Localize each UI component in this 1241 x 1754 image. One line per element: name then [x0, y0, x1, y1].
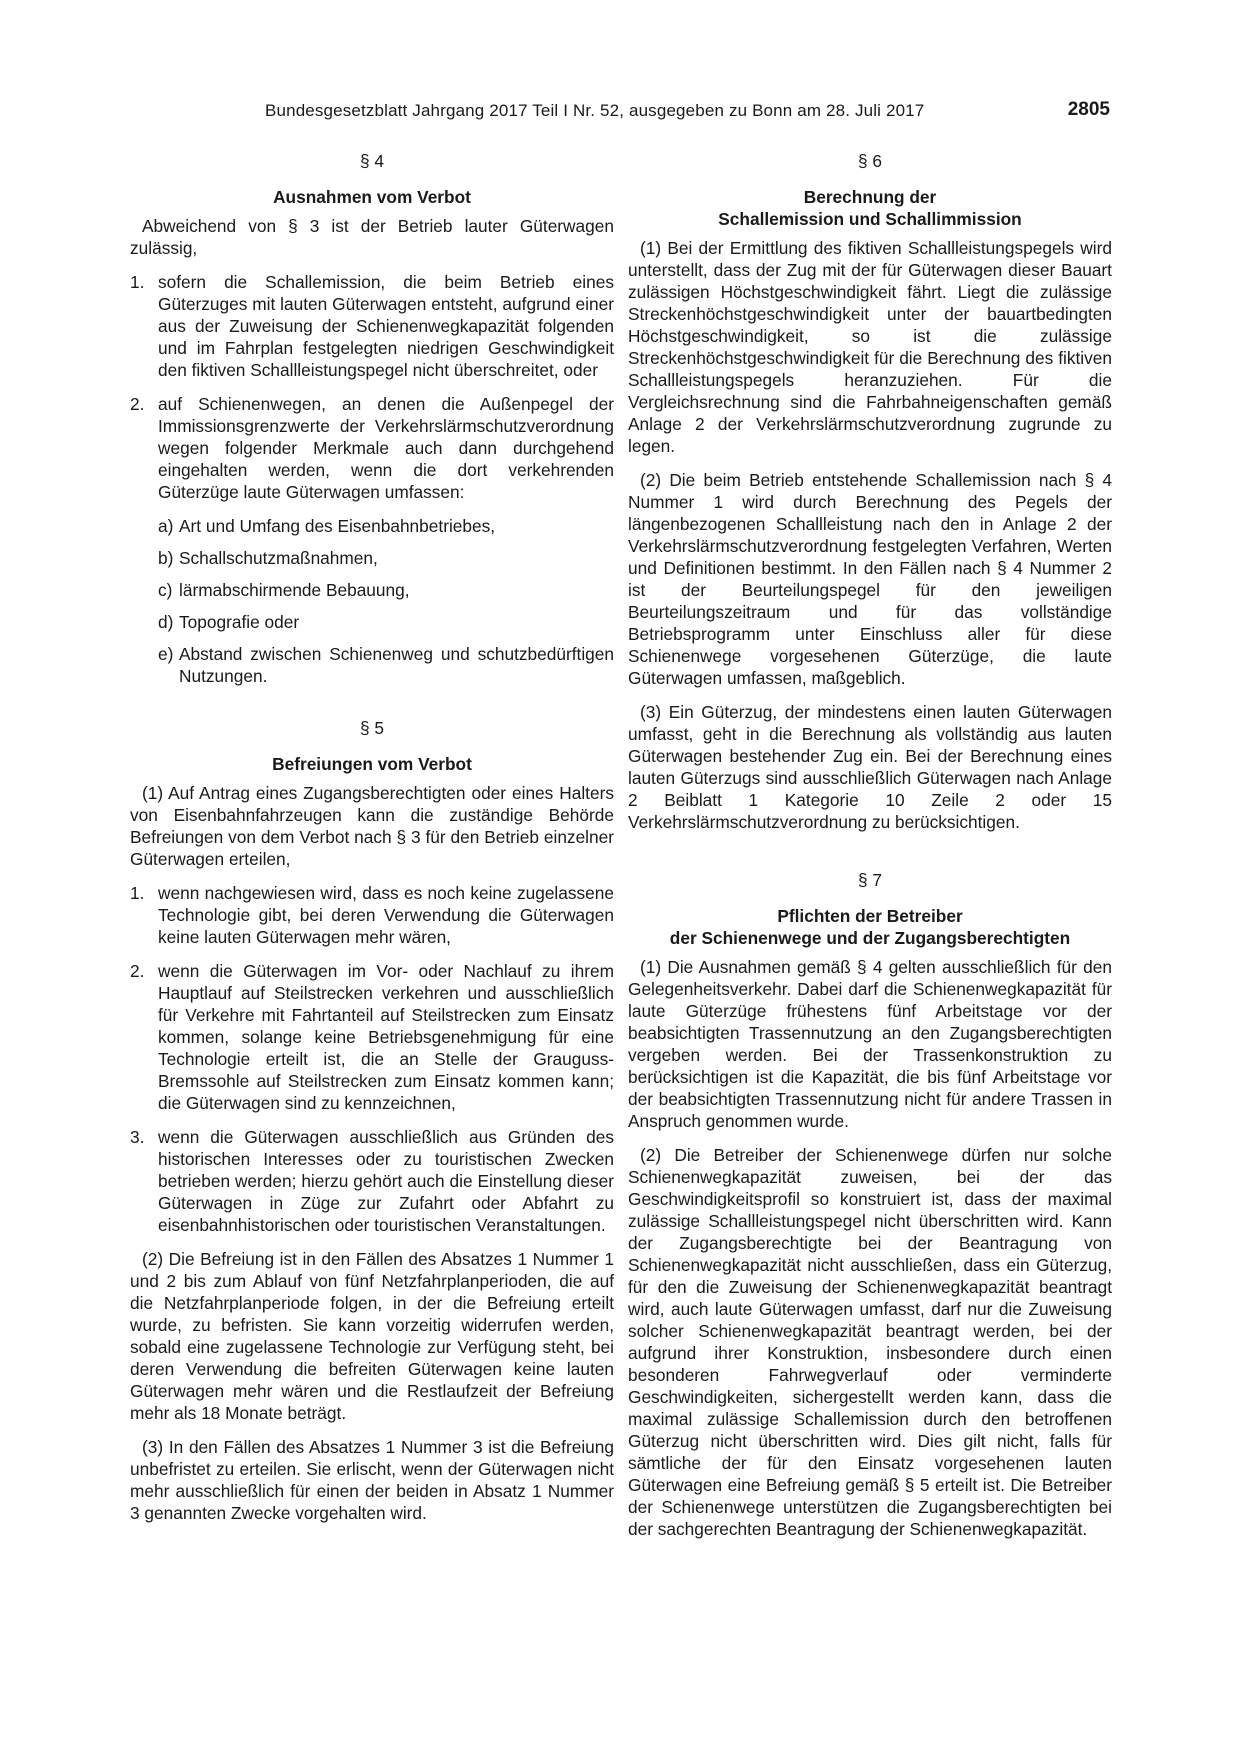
section-5-title: Befreiungen vom Verbot [272, 754, 472, 774]
section-7-title-line-2: der Schienenwege und der Zugangsberechtigten [669, 928, 1071, 948]
item-text: auf Schienenwegen, an denen die Außenpegel der Immissionsgrenzwerte der Verkehrslärmschutzverordnung wegen folgender Merkmale auch dann durchgehend eingehalten werden, wenn die dort verkehrenden Güterzüge laute Güterwagen umfassen: [158, 394, 614, 502]
section-6-title [628, 186, 1112, 230]
item-mark: 3. [130, 1127, 145, 1147]
section-5-paragraph-1: (1) Auf Antrag eines Zugangsberechtigten oder eines Halters von Eisenbahnfahrzeugen kann die zuständige Behörde Befreiungen von dem Verbot nach § 3 für den Betrieb einzelner Güterwagen erteilen, [130, 783, 614, 869]
section-6-paragraph-3: (3) Ein Güterzug, der mindestens einen lauten Güterwagen umfasst, geht in die Berechnung als vollständig aus lauten Güterwagen bestehender Zug ein. Bei der Berechnung eines lauten Güterzugs sind ausschließlich Güterwagen nach Anlage 2 Beiblatt 1 Kategorie 10 Zeile 2 oder 15 Verkehrslärmschutzverordnung zu berücksichtigen. [628, 702, 1112, 832]
item-mark: 2. [130, 961, 145, 981]
section-4-subitem-b [158, 547, 614, 569]
section-6-title-line-2: Schallemission und Schallimmission [718, 209, 1022, 229]
spacer [130, 697, 614, 717]
subitem-text: lärmabschirmende Bebauung, [179, 580, 410, 600]
subitem-mark: d) [158, 612, 174, 632]
spacer [628, 845, 1112, 869]
section-7-title-line-1: Pflichten der Betreiber [777, 906, 963, 926]
page-number: 2805 [1067, 99, 1110, 120]
section-6-title-line-1: Berechnung der [803, 187, 937, 207]
item-text: wenn die Güterwagen im Vor- oder Nachlauf zu ihrem Hauptlauf auf Steilstrecken verkehren und ausschließlich für Verkehre mit Fahrtanteil auf Steilstrecken zum Einsatz kommen, solange keine Betriebsgenehmigung für eine Technologie erteilt ist, die an Stelle der Grauguss-Bremssohle auf Steilstrecken zum Einsatz kommen kann; die Güterwagen sind zu kennzeichnen, [158, 961, 614, 1113]
section-4-subitem-e [158, 643, 614, 687]
section-4-intro: Abweichend von § 3 ist der Betrieb lauter Güterwagen zulässig, [130, 216, 614, 258]
section-5-item-2 [130, 960, 614, 1114]
item-mark: 2. [130, 394, 145, 414]
section-7-paragraph-1: (1) Die Ausnahmen gemäß § 4 gelten ausschließlich für den Gelegenheitsverkehr. Dabei darf die Schienenwegkapazität für laute Güterzüge frühestens fünf Arbeitstage vor der beabsichtigten Trassennutzung an den Zugangsberechtigten vergeben werden. Bei der Trassenkonstruktion zu berücksichtigen ist die Kapazität, die bis fünf Arbeitstage vor der beabsichtigten Trassennutzung nicht für andere Trassen in Anspruch genommen wurde. [628, 957, 1112, 1131]
subitem-text: Topografie oder [179, 612, 300, 632]
section-4-number: § 4 [359, 151, 385, 171]
section-7-title [628, 905, 1112, 949]
section-4-subitem-d [158, 611, 614, 633]
section-4-item-2 [130, 393, 614, 503]
item-mark: 1. [130, 272, 145, 292]
section-5-paragraph-3: (3) In den Fällen des Absatzes 1 Nummer 3 ist die Befreiung unbefristet zu erteilen. Sie erlischt, wenn der Güterwagen nicht mehr ausschließlich für einen der beiden in Absatz 1 Nummer 3 genannten Zwecke vorgehalten wird. [130, 1437, 614, 1523]
section-5-item-3 [130, 1126, 614, 1236]
subitem-mark: e) [158, 644, 174, 664]
section-6-paragraph-1: (1) Bei der Ermittlung des fiktiven Schallleistungspegels wird unterstellt, dass der Zug mit der für Güterwagen dieser Bauart zulässigen Höchstgeschwindigkeit fährt. Liegt die zulässige Streckenhöchstgeschwindigkeit unter der bauartbedingten Höchstgeschwindigkeit, so ist die zulässige Streckenhöchstgeschwindigkeit für die Berechnung des fiktiven Schallleistungspegels heranzuziehen. Für die Vergleichsrechnung sind die Fahrbahneigenschaften gemäß Anlage 2 der Verkehrslärmschutzverordnung zugrunde zu legen. [628, 238, 1112, 456]
subitem-text: Abstand zwischen Schienenweg und schutzbedürftigen Nutzungen. [179, 644, 614, 686]
subitem-mark: c) [158, 580, 173, 600]
item-text: wenn nachgewiesen wird, dass es noch keine zugelassene Technologie gibt, bei deren Verwendung die Güterwagen keine lauten Güterwagen mehr wären, [158, 883, 614, 947]
right-column [628, 150, 1112, 1552]
subitem-text: Schallschutzmaßnahmen, [179, 548, 378, 568]
section-4-item-1 [130, 271, 614, 381]
running-header [265, 101, 1110, 125]
section-7-number: § 7 [857, 870, 883, 890]
item-text: sofern die Schallemission, die beim Betrieb eines Güterzuges mit lauten Güterwagen entsteht, aufgrund einer aus der Zuweisung der Schienenwegkapazität folgenden und im Fahrplan festgelegten niedrigen Geschwindigkeit den fiktiven Schallleistungspegel nicht überschreitet, oder [158, 272, 614, 380]
subitem-mark: b) [158, 548, 174, 568]
header-text: Bundesgesetzblatt Jahrgang 2017 Teil I Nr. 52, ausgegeben zu Bonn am 28. Juli 2017 [265, 101, 925, 120]
section-4-subitem-a [158, 515, 614, 537]
section-5-item-1 [130, 882, 614, 948]
section-5-paragraph-2: (2) Die Befreiung ist in den Fällen des Absatzes 1 Nummer 1 und 2 bis zum Ablauf von fünf Netzfahrplanperioden, die auf die Netzfahrplanperiode folgen, in der die Befreiung erteilt wurde, zu befristen. Sie kann vorzeitig widerrufen werden, sobald eine zugelassene Technologie zur Verfügung steht, bei deren Verwendung die befreiten Güterwagen keine lauten Güterwagen mehr wären und die Restlaufzeit der Befreiung mehr als 18 Monate beträgt. [130, 1249, 614, 1423]
subitem-text: Art und Umfang des Eisenbahnbetriebes, [179, 516, 496, 536]
section-5-number: § 5 [359, 718, 385, 738]
subitem-mark: a) [158, 516, 174, 536]
left-column [130, 150, 614, 1536]
section-7-paragraph-2: (2) Die Betreiber der Schienenwege dürfen nur solche Schienenwegkapazität zuweisen, bei der das Geschwindigkeitsprofil so konstruiert ist, dass der maximal zulässige Schallleistungspegel nicht überschritten wird. Kann der Zugangsberechtigte bei der Beantragung von Schienenwegkapazität nicht ausschließen, dass ein Güterzug, für den die Zuweisung der Schienenwegkapazität beantragt wird, auch laute Güterwagen umfasst, darf nur die Zuweisung solcher Schienenwegkapazität beantragt werden, bei der aufgrund ihrer Konstruktion, insbesondere durch einen besonderen Fahrwegverlauf oder verminderte Geschwindigkeiten, sichergestellt werden kann, dass die maximal zulässige Schallemission durch den betroffenen Güterzug nicht überschritten wird. Dies gilt nicht, falls für sämtliche der für den Einsatz vorgesehenen lauten Güterwagen eine Befreiung gemäß § 5 erteilt ist. Die Betreiber der Schienenwege unterstützen die Zugangsberechtigten bei der sachgerechten Beantragung der Schienenwegkapazität. [628, 1145, 1112, 1539]
section-4-subitem-c [158, 579, 614, 601]
section-6-paragraph-2: (2) Die beim Betrieb entstehende Schallemission nach § 4 Nummer 1 wird durch Berechnung des Pegels der längenbezogenen Schallleistung nach den in Anlage 2 der Verkehrslärmschutzverordnung festgelegten Verfahren, Werten und Definitionen bestimmt. In den Fällen nach § 4 Nummer 2 ist der Beurteilungspegel für den jeweiligen Beurteilungszeitraum und für das vollständige Betriebsprogramm unter Einschluss aller für diese Schienenwege vorgesehenen Güterzüge, die laute Güterwagen umfassen, maßgeblich. [628, 470, 1112, 688]
item-text: wenn die Güterwagen ausschließlich aus Gründen des historischen Interesses oder zu touristischen Zwecken betrieben werden; hierzu gehört auch die Einstellung dieser Güterwagen in Züge zur Zufahrt oder Abfahrt zu eisenbahnhistorischen oder touristischen Veranstaltungen. [158, 1127, 614, 1235]
item-mark: 1. [130, 883, 145, 903]
section-6-number: § 6 [857, 151, 883, 171]
section-4-title: Ausnahmen vom Verbot [273, 187, 471, 207]
